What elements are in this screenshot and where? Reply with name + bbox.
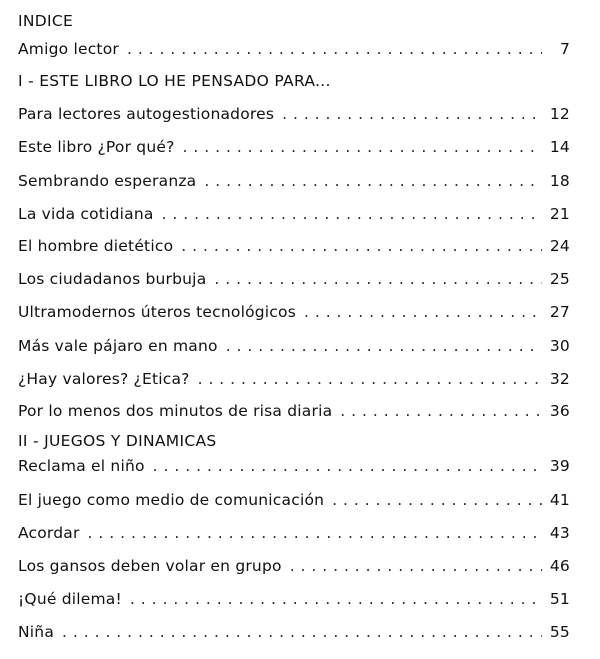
toc-entry-page: 46 (549, 557, 570, 575)
toc-entry-page: 41 (549, 491, 570, 509)
leader-dots (88, 524, 542, 542)
toc-entry-label: Este libro ¿Por qué? (18, 138, 175, 156)
toc-entry-page: 21 (549, 205, 570, 223)
toc-entry-page: 27 (549, 303, 570, 321)
leader-dots (304, 303, 542, 321)
toc-entry-page: 30 (549, 337, 570, 355)
toc-entry-page: 32 (549, 370, 570, 388)
leader-dots (153, 457, 542, 475)
toc-entry-label: Para lectores autogestionadores (18, 105, 275, 123)
toc-entry-label: Más vale pájaro en mano (18, 337, 218, 355)
toc-entry (18, 590, 570, 608)
toc-entry-page: 36 (549, 402, 570, 420)
toc-entry-page: 25 (549, 270, 570, 288)
toc-entry-page: 24 (549, 237, 570, 255)
toc-entry (18, 40, 570, 58)
leader-dots (162, 205, 542, 223)
leader-dots (340, 402, 542, 420)
toc-entry (18, 457, 570, 475)
toc-entry-page: 7 (559, 40, 570, 58)
toc-entry (18, 138, 570, 156)
toc-entry (18, 402, 570, 420)
toc-entry-label: Los gansos deben volar en grupo (18, 557, 282, 575)
toc-entry (18, 370, 570, 388)
toc-entry-label: ¡Qué dilema! (18, 590, 122, 608)
leader-dots (204, 172, 542, 190)
toc-entry-page: 14 (549, 138, 570, 156)
leader-dots (183, 138, 542, 156)
toc-entry-label: La vida cotidiana (18, 205, 154, 223)
toc-entry (18, 270, 570, 288)
toc-entry-label: El juego como medio de comunicación (18, 491, 325, 509)
toc-entry-label: Amigo lector (18, 40, 119, 58)
section-heading-1: I - ESTE LIBRO LO HE PENSADO PARA... (18, 72, 331, 90)
leader-dots (290, 557, 542, 575)
leader-dots (226, 337, 542, 355)
toc-entry-page: 51 (549, 590, 570, 608)
toc-entry-label: Niña (18, 623, 55, 641)
toc-entry (18, 557, 570, 575)
toc-entry-label: Reclama el niño (18, 457, 145, 475)
leader-dots (181, 237, 542, 255)
toc-entry (18, 205, 570, 223)
toc-entry-page: 12 (549, 105, 570, 123)
leader-dots (282, 105, 542, 123)
toc-entry-label: Los ciudadanos burbuja (18, 270, 207, 288)
toc-entry (18, 237, 570, 255)
toc-entry-page: 18 (549, 172, 570, 190)
toc-entry (18, 524, 570, 542)
toc-entry-label: Ultramodernos úteros tecnológicos (18, 303, 296, 321)
section-heading-2: II - JUEGOS Y DINAMICAS (18, 432, 217, 450)
toc-entry-page: 43 (549, 524, 570, 542)
toc-entry-label: El hombre dietético (18, 237, 174, 255)
toc-entry-page: 39 (549, 457, 570, 475)
leader-dots (198, 370, 542, 388)
toc-entry (18, 337, 570, 355)
toc-entry (18, 172, 570, 190)
toc-entry (18, 491, 570, 509)
toc-entry (18, 105, 570, 123)
leader-dots (127, 40, 542, 58)
leader-dots (332, 491, 542, 509)
leader-dots (130, 590, 542, 608)
leader-dots (62, 623, 542, 641)
toc-entry-label: Por lo menos dos minutos de risa diaria (18, 402, 333, 420)
toc-entry (18, 303, 570, 321)
leader-dots (214, 270, 541, 288)
toc-entry-label: ¿Hay valores? ¿Etica? (18, 370, 190, 388)
toc-entry-label: Sembrando esperanza (18, 172, 197, 190)
toc-entry-label: Acordar (18, 524, 80, 542)
index-title: INDICE (18, 12, 74, 30)
toc-entry (18, 623, 570, 641)
toc-entry-page: 55 (549, 623, 570, 641)
